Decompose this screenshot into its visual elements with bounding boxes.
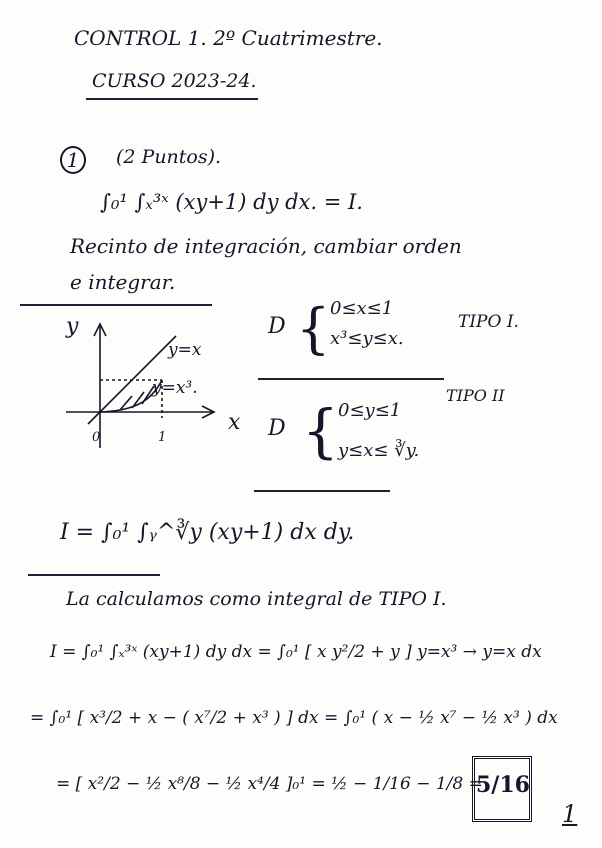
page-title: CONTROL 1. 2º Cuatrimestre. (74, 26, 383, 50)
swapped-integral: I = ∫₀¹ ∫ᵧ^∛y (xy+1) dx dy. (60, 520, 355, 545)
graph-label-cubic: y=x³. (152, 378, 198, 398)
result-value: 5/16 (476, 772, 530, 798)
course-label: CURSO 2023-24. (92, 70, 257, 92)
domain-type1-line1: 0≤x≤1 (330, 298, 394, 319)
graph-x-label: x (228, 410, 241, 435)
calc-intro: La calculamos como integral de TIPO I. (66, 588, 447, 610)
domain-type2-symbol: D (268, 416, 286, 441)
exercise-task-line2: e integrar. (70, 270, 176, 294)
exercise-task-line1: Recinto de integración, cambiar orden (70, 234, 462, 258)
section-divider-3 (254, 490, 390, 492)
domain-type2-tag: TIPO II (446, 386, 505, 405)
calc-line-1: I = ∫₀¹ ∫ₓ³ˣ (xy+1) dy dx = ∫₀¹ [ x y²/2 + y ] y=x³ → y=x dx (50, 642, 542, 662)
domain-type1-brace: { (296, 297, 331, 360)
section-divider-4 (28, 574, 160, 576)
graph-label-line: y=x (168, 340, 202, 360)
graph-y-label: y (66, 314, 79, 339)
calc-line-2: = ∫₀¹ [ x³/2 + x − ( x⁷/2 + x³ ) ] dx = ∫₀¹ ( x − ½ x⁷ − ½ x³ ) dx (30, 708, 558, 728)
page-number: 1 (562, 800, 578, 828)
calc-line-3: = [ x²/2 − ½ x⁸/8 − ½ x⁴/4 ]₀¹ = ½ − 1/16 − 1/8 = (56, 774, 483, 794)
domain-type1-tag: TIPO I. (458, 312, 519, 332)
exercise-points: (2 Puntos). (116, 146, 222, 168)
graph-tick-label: 1 (158, 430, 167, 445)
domain-type1-symbol: D (268, 314, 286, 339)
exercise-number: 1 (60, 146, 86, 174)
graph-origin-label: 0 (92, 430, 101, 445)
exercise-integral: ∫₀¹ ∫ₓ³ˣ (xy+1) dy dx. = I. (100, 190, 363, 214)
domain-type2-line2: y≤x≤ ∛y. (338, 440, 420, 461)
domain-type1-line2: x³≤y≤x. (330, 328, 404, 349)
domain-type2-brace: { (302, 397, 339, 465)
domain-type2-line1: 0≤y≤1 (338, 400, 402, 421)
